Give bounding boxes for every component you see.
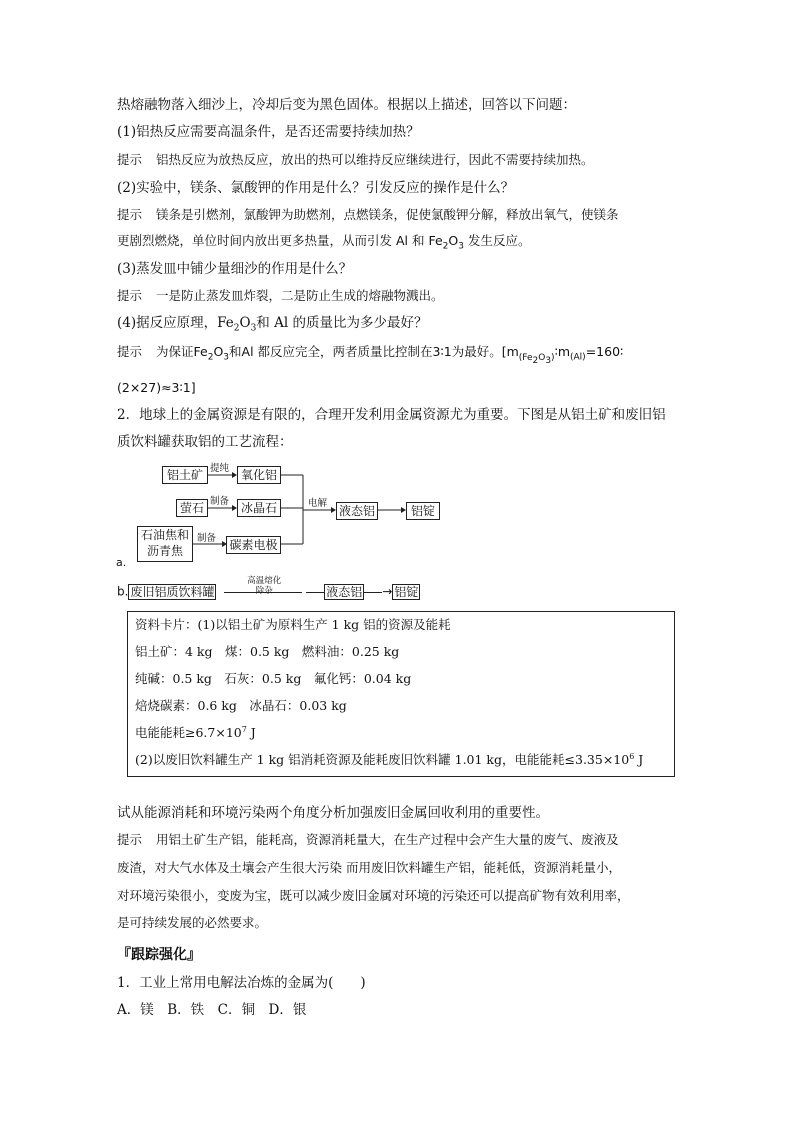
label-make-1: 制备	[210, 496, 230, 507]
box-bauxite: 铝土矿	[162, 466, 208, 484]
diagram-a-label: a.	[116, 556, 127, 569]
box-fluorite: 萤石	[176, 499, 208, 517]
label-electrolysis: 电解	[308, 498, 328, 509]
tip-label: 提示	[117, 152, 143, 167]
question-4: (4)据反应原理，$Fe_2O_3$和 Al 的质量比为多少最好？	[117, 315, 428, 334]
box-can: 废旧铝质饮料罐	[130, 584, 215, 599]
section-title: 『跟踪强化』	[117, 947, 201, 963]
question-1: (1)铝热反应需要高温条件，是否还需要持续加热？	[117, 124, 420, 140]
box-alumina: 氧化铝	[237, 466, 281, 484]
answer-3: 提示 一是防止蒸发皿炸裂，二是防止生成的熔融物溅出。	[117, 288, 444, 303]
answer-5-cont-2: 对环境污染很小，变废为宝，既可以减少废旧金属对环境的污染还可以提高矿物有效利用率，	[117, 888, 630, 903]
paragraph-2-cont: 质饮料罐获取铝的工艺流程：	[117, 434, 293, 450]
answer-1: 提示 铝热反应为放热反应，放出的热可以维持反应继续进行，因此不需要持续加热。	[117, 152, 594, 167]
card-row-5: 电能能耗$\ge 6.7\times 10^7$ J	[135, 724, 256, 740]
answer-4-cont: (2×27)≈3∶1]	[117, 380, 196, 395]
box-carbon-electrode: 碳素电极	[226, 536, 281, 554]
answer-5: 提示 用铝土矿生产铝，能耗高，资源消耗量大，在生产过程中会产生大量的废气、废液及	[117, 832, 619, 847]
text-line: 热熔融物落入细沙上，冷却后变为黑色固体。根据以上描述，回答以下问题：	[117, 97, 576, 113]
exercise-1-options: A．镁 B．铁 C．铜 D．银	[117, 1002, 307, 1018]
box-coke: 石油焦和 沥青焦	[137, 526, 193, 562]
question-5: 试从能源消耗和环境污染两个角度分析加强废旧金属回收利用的重要性。	[117, 805, 549, 821]
flow-b: b. 废旧铝质饮料罐 高温熔化 除杂 液态铝 → 铝锭	[117, 582, 420, 602]
label-purify: 提纯	[210, 463, 230, 474]
card-row-6: (2)以废旧饮料罐生产 1 kg 铝消耗资源及能耗废旧饮料罐 1.01 kg，电能能耗$\le 3.35\times 10^6$ J	[135, 751, 644, 767]
arrow-melt: 高温熔化 除杂	[220, 582, 306, 602]
box-ingot: 铝锭	[406, 502, 440, 520]
answer-4: 提示 为保证$Fe_2O_3$和Al 都反应完全，两者质量比控制在3∶1为最好。[$m_{(Fe_2O_3)}∶m_{(Al)}=160∶$	[117, 344, 624, 366]
card-row-3: 纯碱：0.5 kg 石灰：0.5 kg 氟化钙：0.04 kg	[135, 671, 412, 686]
answer-2: 提示 镁条是引燃剂，氯酸钾为助燃剂，点燃镁条，促使氯酸钾分解，释放出氧气，使镁条	[117, 207, 619, 222]
data-card	[127, 611, 675, 777]
question-2: (2)实验中，镁条、氯酸钾的作用是什么？引发反应的操作是什么？	[117, 180, 515, 196]
card-row-2: 铝土矿：4 kg 煤：0.5 kg 燃料油：0.25 kg	[135, 644, 400, 659]
question-3: (3)蒸发皿中铺少量细沙的作用是什么？	[117, 261, 353, 277]
box-liquid-al: 液态铝	[336, 502, 378, 520]
answer-5-cont-3: 是可持续发展的必然要求。	[117, 915, 268, 930]
exercise-1: 1．工业上常用电解法冶炼的金属为( )	[117, 975, 366, 991]
box-ingot-b: 铝锭	[394, 584, 419, 599]
label-make-2: 制备	[197, 533, 217, 544]
card-row-4: 焙烧碳素：0.6 kg 冰晶石：0.03 kg	[135, 698, 347, 713]
box-cryolite: 冰晶石	[237, 499, 281, 517]
flow-b-prefix: b.	[117, 584, 129, 599]
answer-2-cont: 更剧烈燃烧，单位时间内放出更多热量，从而引发 Al 和 $Fe_2O_3$ 发生反应。	[117, 233, 531, 252]
answer-5-cont-1: 废渣，对大气水体及土壤会产生很大污染 而用废旧饮料罐生产铝，能耗低，资源消耗量小，	[117, 860, 621, 875]
box-liquid-al-b: 液态铝	[326, 584, 363, 599]
paragraph-2: 2．地球上的金属资源是有限的，合理开发利用金属资源尤为重要。下图是从铝土矿和废旧铝	[117, 407, 666, 423]
card-row-1: 资料卡片：(1)以铝土矿为原料生产 1 kg 铝的资源及能耗	[135, 617, 451, 632]
